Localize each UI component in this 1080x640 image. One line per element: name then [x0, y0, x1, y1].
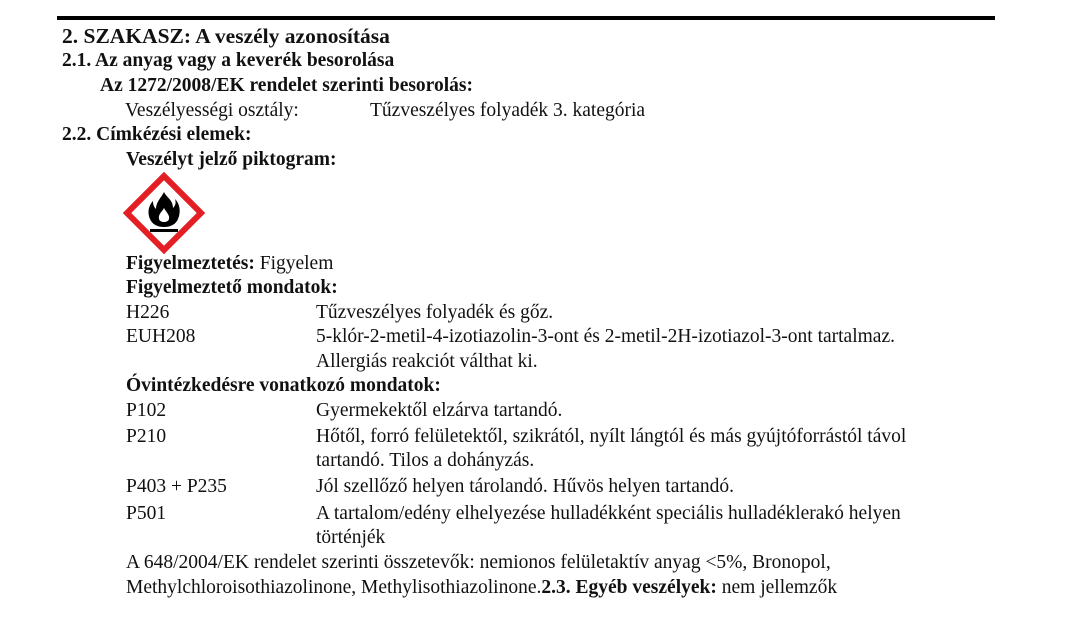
signal-word-value: Figyelem	[259, 253, 334, 274]
regulation-heading: Az 1272/2008/EK rendelet szerinti besorolás:	[100, 75, 473, 96]
other-hazards-value: nem jellemzők	[721, 577, 838, 598]
statement-text: A tartalom/edény elhelyezése hulladékként speciális hulladéklerakó helyen	[316, 503, 901, 524]
statement-code: H226	[126, 302, 170, 323]
statement-row	[0, 325, 1080, 349]
statement-text: Gyermekektől elzárva tartandó.	[316, 400, 563, 421]
statement-row	[0, 475, 1080, 499]
statement-text: Allergiás reakciót válthat ki.	[316, 351, 538, 372]
statement-code: EUH208	[126, 326, 196, 347]
flame-ghs02-icon	[123, 172, 205, 254]
statement-continuation	[0, 350, 1080, 374]
hazard-class-row	[0, 99, 1080, 123]
statement-row	[0, 502, 1080, 526]
detergent-ingredients-line: A 648/2004/EK rendelet szerinti összetevők: nemionos felületaktív anyag <5%, Bronopol,	[126, 552, 831, 573]
signal-word-row	[126, 252, 333, 276]
hazard-statements-heading: Figyelmeztető mondatok:	[126, 277, 338, 298]
statement-continuation	[0, 449, 1080, 473]
statement-text: Hőtől, forró felületektől, szikrától, nyílt lángtól és más gyújtóforrástól távol	[316, 426, 907, 447]
hazard-class-label: Veszélyességi osztály:	[125, 100, 299, 121]
statement-code: P102	[126, 400, 167, 421]
detergent-ingredients-cont: Methylchloroisothiazolinone, Methylisothiazolinone.	[126, 577, 542, 598]
other-hazards-label: 2.3. Egyéb veszélyek:	[541, 577, 717, 598]
section-divider-rule	[57, 16, 995, 20]
statement-text: Jól szellőző helyen tárolandó. Hűvös helyen tartandó.	[316, 476, 735, 497]
statement-continuation	[0, 526, 1080, 550]
statement-code: P403 + P235	[126, 476, 227, 497]
statement-text: Tűzveszélyes folyadék és gőz.	[316, 302, 554, 323]
statement-code: P210	[126, 426, 167, 447]
label-elements-heading: 2.2. Címkézési elemek:	[62, 124, 252, 145]
statement-row	[0, 399, 1080, 423]
statement-text: tartandó. Tilos a dohányzás.	[316, 450, 535, 471]
signal-word-label: Figyelmeztetés:	[126, 253, 255, 274]
statement-code: P501	[126, 503, 167, 524]
section-title: 2. SZAKASZ: A veszély azonosítása	[62, 24, 390, 48]
precautionary-heading: Óvintézkedésre vonatkozó mondatok:	[126, 375, 441, 396]
detergent-ingredients-other-hazards-line	[126, 576, 837, 600]
statement-row	[0, 425, 1080, 449]
hazard-class-value: Tűzveszélyes folyadék 3. kategória	[370, 100, 646, 121]
pictogram-heading: Veszélyt jelző piktogram:	[126, 149, 337, 170]
statement-row	[0, 301, 1080, 325]
statement-text: történjék	[316, 527, 386, 548]
statement-text: 5-klór-2-metil-4-izotiazolin-3-ont és 2-metil-2H-izotiazol-3-ont tartalmaz.	[316, 326, 895, 347]
classification-heading: 2.1. Az anyag vagy a keverék besorolása	[62, 50, 395, 71]
